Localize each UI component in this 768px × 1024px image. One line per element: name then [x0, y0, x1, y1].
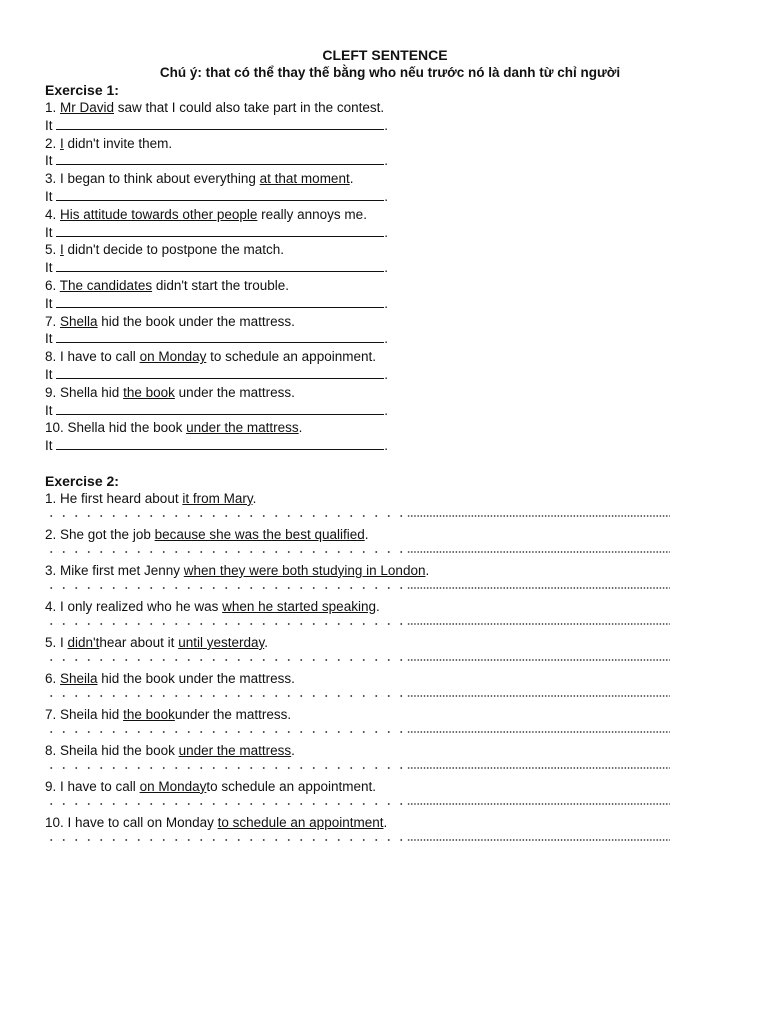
underlined-phrase: at that moment — [259, 171, 350, 187]
ex2-answer-dotted-line-7[interactable] — [45, 724, 670, 742]
question-text: . — [264, 634, 268, 650]
ex1-answer-line-7[interactable] — [45, 330, 725, 348]
answer-prefix: It — [45, 224, 57, 240]
ex1-answer-line-3[interactable] — [45, 188, 725, 206]
answer-prefix: It — [45, 260, 57, 276]
ex1-answer-line-4[interactable] — [45, 224, 725, 242]
answer-suffix: . — [384, 295, 389, 311]
answer-blank[interactable] — [56, 296, 384, 308]
ex2-question-2 — [45, 526, 725, 544]
ex2-answer-dotted-line-10[interactable] — [45, 832, 670, 850]
exercise-2-heading: Exercise 2: — [45, 472, 119, 489]
ex1-question-6 — [45, 277, 725, 295]
question-text: 2. She got the job — [45, 526, 155, 542]
ex1-question-10 — [45, 419, 725, 437]
ex1-question-4 — [45, 206, 725, 224]
answer-blank[interactable] — [56, 403, 384, 415]
underlined-phrase: under the mattress — [178, 742, 292, 758]
question-text: 6. — [45, 670, 61, 686]
ex1-question-1 — [45, 99, 725, 117]
ex2-question-9 — [45, 778, 725, 796]
underlined-phrase: Sheila — [60, 670, 98, 686]
ex1-question-5 — [45, 241, 725, 259]
question-text: didn't decide to postpone the match. — [63, 242, 285, 258]
exercise-2 — [45, 473, 725, 850]
answer-blank[interactable] — [56, 260, 384, 272]
answer-blank[interactable] — [56, 438, 384, 450]
answer-prefix: It — [45, 366, 57, 382]
answer-suffix: . — [384, 438, 389, 454]
answer-suffix: . — [384, 260, 389, 276]
question-text: hear about it — [99, 634, 179, 650]
question-text: 7. — [45, 313, 61, 329]
question-text: 3. I began to think about everything — [45, 171, 260, 187]
underlined-phrase: Mr David — [60, 100, 115, 115]
answer-suffix: . — [384, 366, 389, 382]
answer-suffix: . — [384, 224, 389, 240]
ex2-answer-dotted-line-6[interactable] — [45, 688, 670, 706]
ex1-answer-line-10[interactable] — [45, 437, 725, 455]
question-text: . — [364, 526, 369, 542]
ex1-answer-line-8[interactable] — [45, 366, 725, 384]
exercise-1-heading: Exercise 1: — [45, 82, 119, 98]
question-text: 2. — [45, 135, 61, 151]
ex2-question-1 — [45, 490, 725, 508]
question-text: . — [375, 598, 380, 614]
answer-prefix: It — [45, 438, 57, 454]
underlined-phrase: it from Mary — [182, 490, 253, 506]
ex2-answer-dotted-line-4[interactable] — [45, 616, 670, 634]
ex2-answer-dotted-line-9[interactable] — [45, 796, 670, 814]
ex1-answer-line-5[interactable] — [45, 259, 725, 277]
answer-blank[interactable] — [56, 331, 384, 343]
page-title: CLEFT SENTENCE — [322, 47, 448, 63]
question-text: 4. — [45, 206, 61, 222]
underlined-phrase: on Monday — [139, 778, 207, 794]
answer-suffix: . — [384, 153, 389, 169]
question-text: 9. I have to call — [45, 778, 140, 794]
ex2-answer-dotted-line-2[interactable] — [45, 544, 670, 562]
question-text: . — [291, 742, 295, 758]
question-text: . — [425, 562, 430, 578]
underlined-phrase: the book — [123, 706, 175, 722]
ex2-answer-dotted-line-8[interactable] — [45, 760, 670, 778]
question-text: saw that I could also take part in the contest. — [114, 100, 385, 115]
underlined-phrase: Shella — [60, 313, 98, 329]
question-text: didn't start the trouble. — [152, 277, 289, 293]
ex2-answer-dotted-line-3[interactable] — [45, 580, 670, 598]
ex2-question-6 — [45, 670, 725, 688]
ex2-question-7 — [45, 706, 725, 724]
ex1-answer-line-2[interactable] — [45, 152, 725, 170]
ex2-question-4 — [45, 598, 725, 616]
question-text: . — [298, 420, 303, 436]
underlined-phrase: I — [60, 135, 64, 151]
underlined-phrase: under the mattress — [186, 420, 299, 436]
ex2-question-3 — [45, 562, 725, 580]
answer-blank[interactable] — [56, 189, 384, 201]
question-text: 8. Sheila hid the book — [45, 742, 179, 758]
ex2-answer-dotted-line-1[interactable] — [45, 508, 670, 526]
answer-blank[interactable] — [56, 225, 384, 237]
question-text: 10. Shella hid the book — [45, 420, 187, 436]
underlined-phrase: didn't — [67, 634, 100, 650]
underlined-phrase: The candidates — [59, 277, 153, 293]
answer-prefix: It — [45, 402, 57, 418]
question-text: hid the book under the mattress. — [97, 313, 295, 329]
answer-suffix: . — [384, 117, 389, 133]
question-text: 9. Shella hid — [45, 384, 124, 400]
ex1-question-7 — [45, 313, 725, 331]
question-text: under the mattress. — [174, 384, 295, 400]
underlined-phrase: to schedule an appointment — [217, 814, 384, 830]
answer-suffix: . — [384, 331, 389, 347]
worksheet — [45, 46, 725, 850]
answer-blank[interactable] — [56, 367, 384, 379]
answer-prefix: It — [45, 188, 57, 204]
answer-prefix: It — [45, 117, 57, 133]
question-text: to schedule an appointment. — [206, 778, 376, 794]
question-text: didn't invite them. — [63, 135, 173, 151]
underlined-phrase: until yesterday — [178, 634, 265, 650]
underlined-phrase: when they were both studying in London — [183, 562, 426, 578]
question-text: 3. Mike first met Jenny — [45, 562, 184, 578]
ex1-answer-line-1[interactable] — [45, 117, 725, 135]
ex1-question-2 — [45, 135, 725, 153]
answer-suffix: . — [384, 402, 389, 418]
underlined-phrase: His attitude towards other people — [60, 206, 258, 222]
answer-suffix: . — [384, 188, 389, 204]
question-text: 8. I have to call — [45, 349, 140, 365]
question-text: 10. I have to call on Monday — [45, 814, 218, 830]
question-text: 5. I — [45, 634, 68, 650]
ex1-question-9 — [45, 384, 725, 402]
question-text: really annoys me. — [257, 206, 367, 222]
question-text: 7. Sheila hid — [45, 706, 124, 722]
ex2-question-8 — [45, 742, 725, 760]
question-text: . — [252, 490, 257, 506]
answer-prefix: It — [45, 153, 57, 169]
question-text: to schedule an appoinment. — [206, 349, 376, 365]
answer-prefix: It — [45, 295, 57, 311]
page-subtitle-note: Chú ý: that có thể thay thế bằng who nếu trước nó là danh từ chỉ người — [159, 65, 621, 80]
question-text: . — [383, 814, 388, 830]
question-text: hid the book under the mattress. — [97, 670, 295, 686]
ex1-question-8 — [45, 348, 725, 366]
ex2-answer-dotted-line-5[interactable] — [45, 652, 670, 670]
underlined-phrase: the book — [123, 384, 175, 400]
answer-blank[interactable] — [56, 118, 384, 130]
question-text: 4. I only realized who he was — [45, 598, 223, 614]
question-text: 6. — [45, 277, 60, 293]
ex1-question-3 — [45, 170, 725, 188]
ex1-answer-line-6[interactable] — [45, 295, 725, 313]
answer-blank[interactable] — [56, 153, 384, 165]
question-text: . — [349, 171, 354, 187]
question-text: under the mattress. — [174, 706, 292, 722]
ex1-answer-line-9[interactable] — [45, 402, 725, 420]
question-text: 1. He first heard about — [45, 490, 183, 506]
underlined-phrase: on Monday — [139, 349, 207, 365]
underlined-phrase: when he started speaking — [222, 598, 376, 614]
ex2-question-10 — [45, 814, 725, 832]
answer-prefix: It — [45, 331, 57, 347]
question-text: 5. — [45, 242, 61, 258]
underlined-phrase: I — [60, 242, 64, 258]
underlined-phrase: because she was the best qualified — [154, 526, 365, 542]
exercise-1 — [45, 82, 725, 455]
question-text: 1. — [45, 100, 61, 115]
ex2-question-5 — [45, 634, 725, 652]
